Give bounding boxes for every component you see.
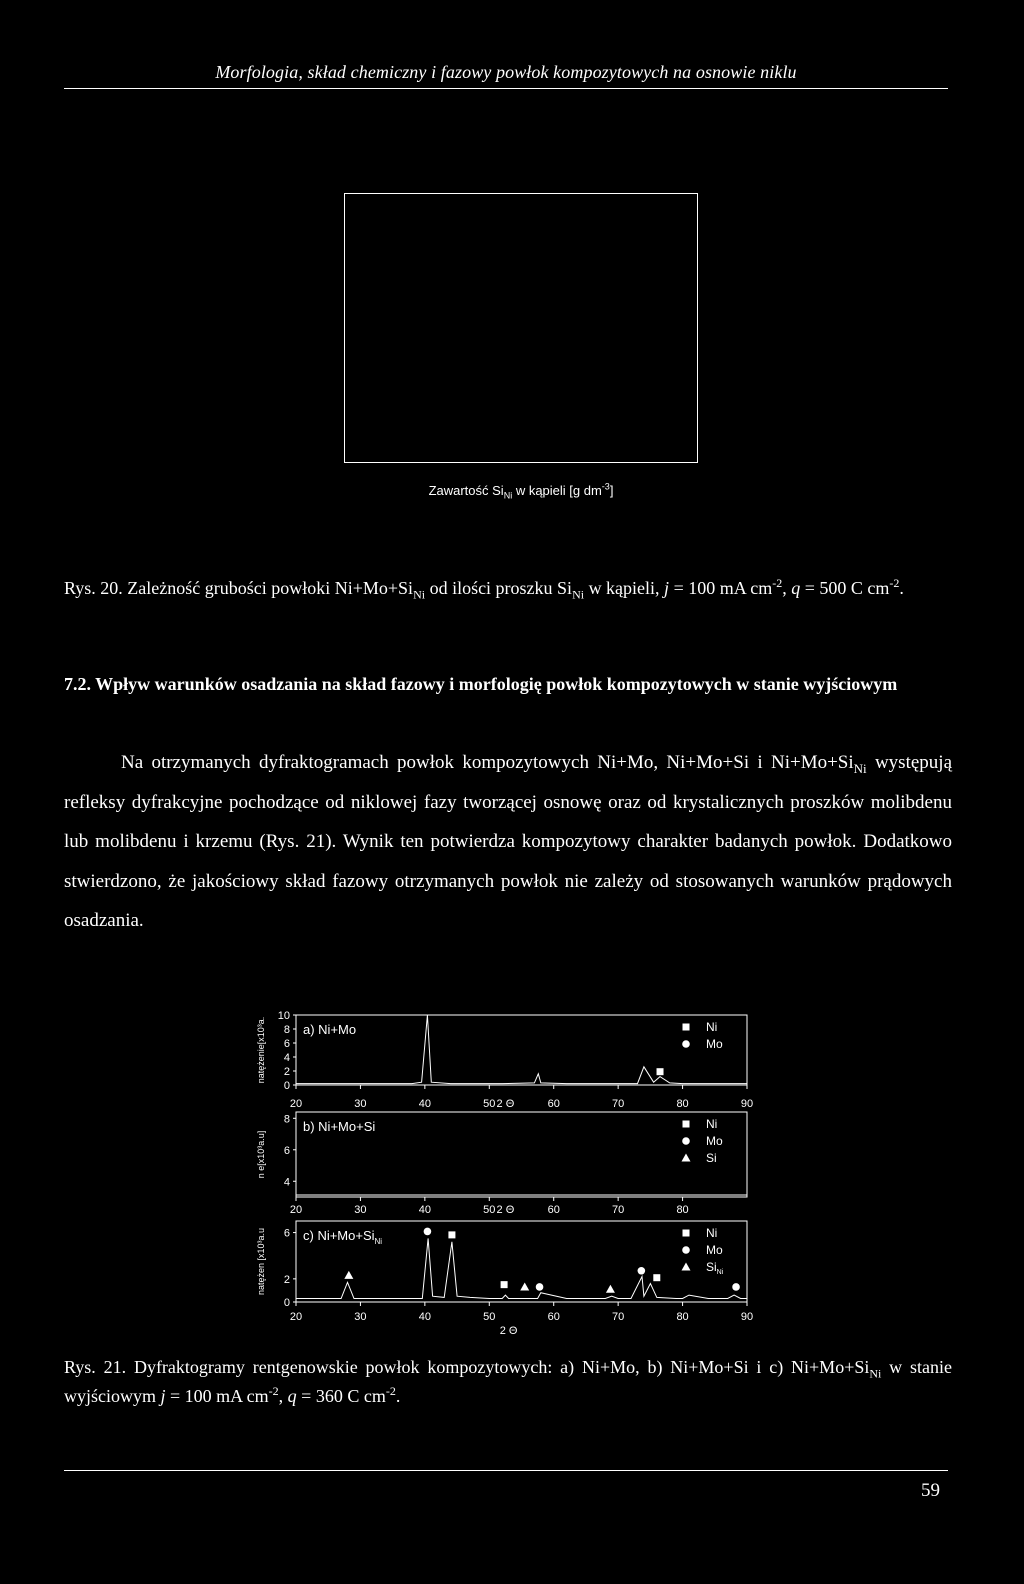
page-number: 59	[921, 1480, 940, 1501]
panel-c-x-tick-label: 60	[547, 1311, 560, 1323]
panel-a-legend-label: Mo	[706, 1037, 723, 1051]
panel-c-y-tick-label: 2	[283, 1273, 290, 1286]
panel-b-x-tick-label: 40	[418, 1204, 431, 1216]
panel-a-x-tick-label: 90	[740, 1098, 754, 1110]
panel-c-x-tick-label: 40	[418, 1311, 431, 1323]
panel-b-y-tick-label: 6	[283, 1144, 290, 1157]
panel-b-legend-circle-icon	[682, 1137, 690, 1145]
panel-c-legend-label: Ni	[706, 1226, 718, 1240]
panel-a-x-tick-label: 60	[547, 1098, 560, 1110]
panel-a-legend-square-icon	[683, 1024, 690, 1031]
panel-a-label: a) Ni+Mo	[303, 1022, 357, 1037]
panel-a-series-line	[296, 1015, 747, 1084]
panel-a-legend-label: Ni	[706, 1020, 718, 1034]
panel-a-y-tick-label: 2	[283, 1066, 290, 1078]
panel-c-x-tick-label: 80	[676, 1311, 689, 1323]
panel-b-x-tick-label: 50	[483, 1204, 496, 1216]
panel-a-x-tick-label: 50	[483, 1098, 496, 1110]
panel-c-peak-marker-triangle	[606, 1285, 615, 1293]
panel-c-legend-circle-icon	[682, 1246, 690, 1254]
panel-a-y-axis-label: natężenie[x10³a.	[256, 1016, 266, 1084]
panel-a-x-tick-label: 40	[418, 1098, 431, 1110]
panel-b-legend-label: Mo	[706, 1134, 723, 1148]
panel-a-y-tick-label: 4	[283, 1052, 290, 1064]
panel-b-legend-square-icon	[683, 1121, 690, 1128]
panel-b-x-tick-label: 80	[676, 1204, 689, 1216]
panel-c-y-tick-label: 0	[283, 1297, 290, 1309]
panel-b-x-tick-label: 70	[612, 1204, 625, 1216]
panel-c-peak-marker-triangle	[344, 1271, 353, 1279]
panel-a-x-tick-label: 30	[354, 1098, 367, 1110]
panel-b-y-axis-label: n e[x10³a.u]	[256, 1130, 266, 1179]
panel-a-y-tick-label: 10	[277, 1010, 290, 1022]
panel-c-legend-label: Mo	[706, 1243, 723, 1257]
panel-c-peak-marker-triangle	[520, 1282, 529, 1290]
panel-a-x-tick-label: 70	[612, 1098, 625, 1110]
panel-c-peak-marker-circle	[424, 1228, 432, 1236]
panel-b-x-tick-label: 30	[354, 1204, 367, 1216]
panel-a-y-tick-label: 6	[283, 1038, 290, 1050]
panel-c-x-tick-label: 50	[483, 1311, 496, 1323]
panel-c-peak-marker-square	[448, 1231, 455, 1238]
panel-a-legend-circle-icon	[682, 1040, 690, 1048]
footer-rule	[64, 1470, 948, 1471]
panel-c-y-tick-label: 6	[283, 1227, 290, 1240]
panel-b-x-axis-label: 2 Θ	[496, 1204, 515, 1216]
panel-a-peak-marker-square	[657, 1068, 664, 1075]
panel-c-x-tick-label: 70	[612, 1311, 625, 1323]
figure-20-x-axis-label: Zawartość $Si_{Ni}$ w kąpieli [g $dm^{-3}$]	[428, 481, 614, 501]
panel-c-x-axis-label: 2 Θ	[499, 1325, 518, 1337]
figure-21-caption: Rys. 21. Dyfraktogramy rentgenowskie powłok kompozytowych: a) Ni+Mo, b) Ni+Mo+Si i c) $Ni+Mo+Si_{Ni}$ w stanie wyjściowym j = 100 mA $cm^{-2}$, q = 360 C $cm^{-2}$.	[64, 1357, 952, 1406]
panel-a-frame	[296, 1015, 747, 1085]
panel-b-x-tick-label: 20	[289, 1204, 303, 1216]
panel-a-x-axis-label: 2 Θ	[496, 1098, 515, 1110]
panel-b-legend-label: Ni	[706, 1117, 718, 1131]
figure-20-caption: Rys. 20. Zależność grubości powłoki $Ni+Mo+Si_{Ni}$ od ilości proszku $Si_{Ni}$ w kąpieli, j = 100 mA $cm^{-2}$, q = 500 C $cm^{-2}$.	[64, 576, 904, 602]
section-heading: 7.2. Wpływ warunków osadzania na skład fazowy i morfologię powłok kompozytowych w stanie wyjściowym	[64, 674, 898, 694]
panel-b-y-tick-label: 8	[283, 1113, 290, 1126]
body-paragraph: Na otrzymanych dyfraktogramach powłok kompozytowych Ni+Mo, Ni+Mo+Si i $Ni+Mo+Si_{Ni}$ występują refleksy dyfrakcyjne pochodzące od niklowej fazy tworzącej osnowę oraz od krystalicznych proszków molibdenu lub molibdenu i krzemu (Rys. 21). Wynik ten potwierdza kompozytowy charakter badanych powłok. Dodatkowo stwierdzono, że jakościowy skład fazowy otrzymanych powłok nie zależy od stosowanych warunków prądowych osadzania.	[64, 752, 952, 932]
panel-c-peak-marker-square	[501, 1281, 508, 1288]
panel-c-legend-square-icon	[683, 1230, 690, 1237]
panel-c-label: c) $Ni+Mo+Si_{Ni}$	[303, 1228, 383, 1246]
panel-c-x-tick-label: 30	[354, 1311, 367, 1323]
panel-c-peak-marker-square	[653, 1274, 660, 1281]
panel-a-y-tick-label: 8	[283, 1024, 290, 1036]
panel-c-peak-marker-circle	[732, 1283, 740, 1291]
panel-c-peak-marker-circle	[638, 1267, 646, 1275]
running-header: Morfologia, skład chemiczny i fazowy powłok kompozytowych na osnowie niklu	[215, 62, 797, 82]
panel-a-y-tick-label: 0	[283, 1080, 290, 1092]
panel-a-x-tick-label: 80	[676, 1098, 689, 1110]
panel-a-x-tick-label: 20	[289, 1098, 303, 1110]
panel-b-label: b) Ni+Mo+Si	[303, 1119, 376, 1134]
panel-b-legend-triangle-icon	[682, 1154, 691, 1162]
panel-c-y-axis-label: natężen [x10³a.u	[256, 1227, 266, 1296]
panel-b-legend-label: Si	[706, 1151, 717, 1165]
panel-c-x-tick-label: 20	[289, 1311, 303, 1323]
panel-b-y-tick-label: 4	[283, 1176, 290, 1189]
panel-c-peak-marker-circle	[536, 1283, 544, 1291]
panel-c-legend-triangle-icon	[682, 1263, 691, 1271]
panel-b-x-tick-label: 60	[547, 1204, 560, 1216]
panel-c-legend-label: $Si_{Ni}$	[706, 1260, 724, 1276]
panel-c-x-tick-label: 90	[740, 1311, 754, 1323]
